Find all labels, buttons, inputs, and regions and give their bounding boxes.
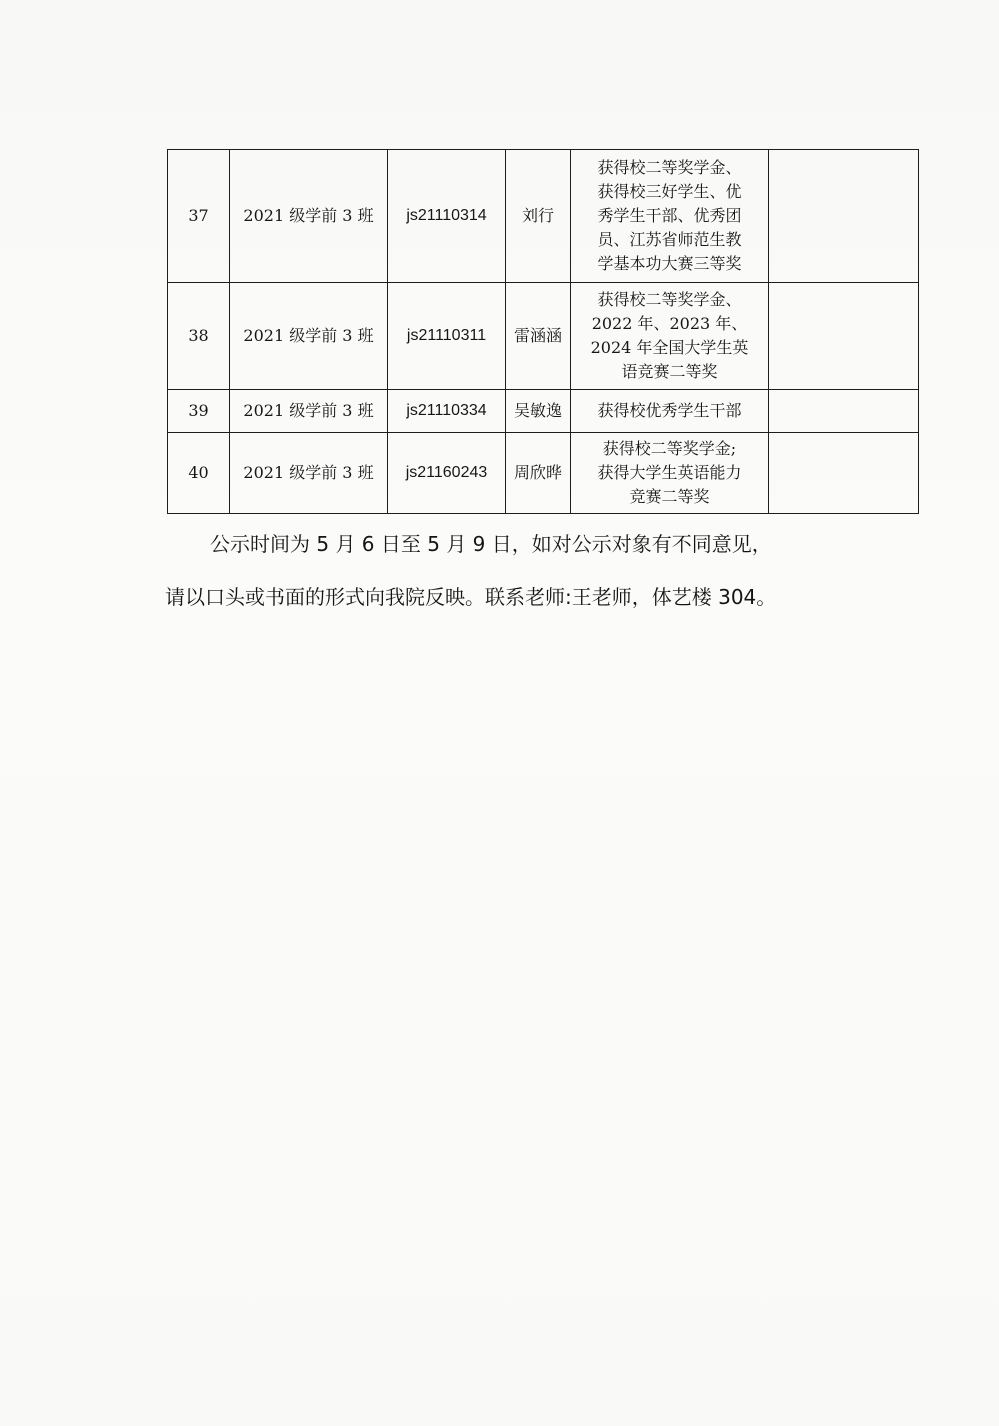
remark-cell [769,283,919,390]
awards-cell [571,283,769,390]
table-row [168,390,919,433]
row-number: 37 [168,150,230,283]
awards-cell [571,150,769,283]
remark-cell [769,390,919,433]
awards-cell [571,390,769,433]
award-line: 语竞赛二等奖 [621,362,718,381]
class-name: 2021 级学前 3 班 [230,390,388,433]
award-line: 秀学生干部、优秀团 [597,206,742,225]
award-line: 获得校二等奖学金、 [597,158,742,177]
student-name: 刘行 [506,150,571,283]
student-id: js21110334 [388,390,506,433]
student-name: 雷涵涵 [506,283,571,390]
row-number: 40 [168,433,230,514]
row-number: 39 [168,390,230,433]
class-name: 2021 级学前 3 班 [230,150,388,283]
remark-cell [769,433,919,514]
table-row [168,433,919,514]
student-id: js21110311 [388,283,506,390]
award-line: 获得校二等奖学金、 [597,290,742,309]
award-line: 学基本功大赛三等奖 [597,254,742,273]
awards-cell [571,433,769,514]
award-line: 获得校优秀学生干部 [597,401,742,420]
notice-line-2: 请以口头或书面的形式向我院反映。联系老师:王老师，体艺楼 304。 [165,585,777,609]
award-line: 获得校三好学生、优 [597,182,742,201]
table-row [168,150,919,283]
student-name: 周欣晔 [506,433,571,514]
award-line: 获得校二等奖学金; [602,439,737,458]
award-line: 获得大学生英语能力 [597,463,742,482]
notice-line-1: 公示时间为 5 月 6 日至 5 月 9 日，如对公示对象有不同意见， [210,532,772,556]
student-id: js21110314 [388,150,506,283]
class-name: 2021 级学前 3 班 [230,433,388,514]
student-id: js21160243 [388,433,506,514]
award-table [167,149,919,514]
row-number: 38 [168,283,230,390]
award-line: 2024 年全国大学生英 [590,338,749,357]
class-name: 2021 级学前 3 班 [230,283,388,390]
table-row [168,283,919,390]
award-line: 2022 年、2023 年、 [591,314,748,333]
student-name: 吴敏逸 [506,390,571,433]
award-line: 员、江苏省师范生教 [597,230,742,249]
remark-cell [769,150,919,283]
award-line: 竞赛二等奖 [629,487,710,506]
